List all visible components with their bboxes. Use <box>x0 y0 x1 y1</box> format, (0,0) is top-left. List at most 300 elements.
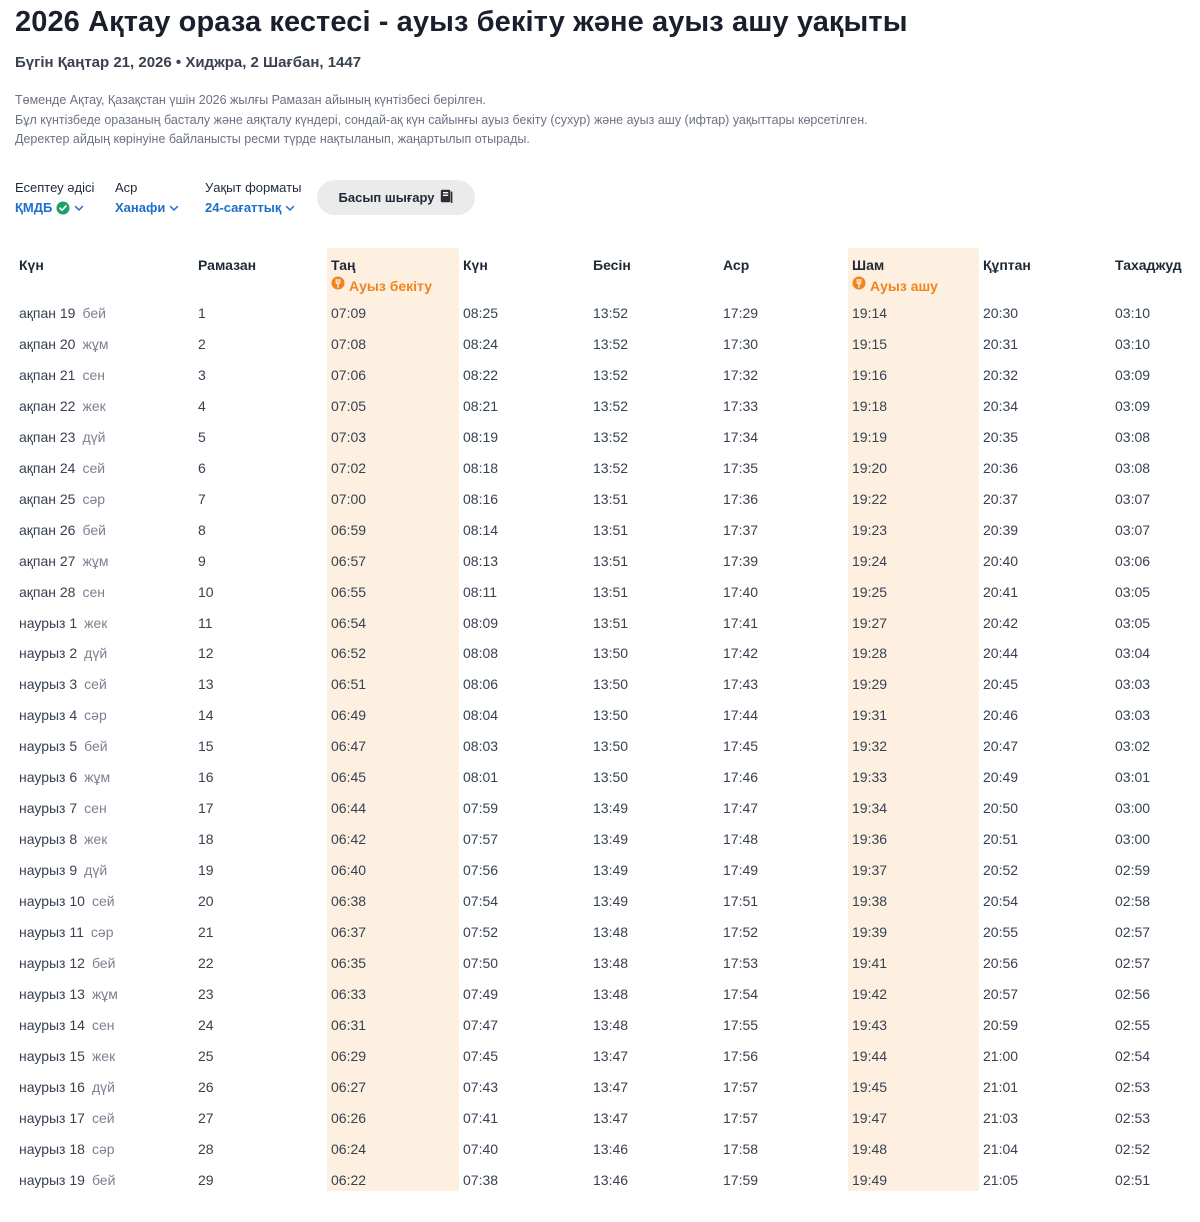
maghrib-time-cell: 19:41 <box>852 955 888 972</box>
asr-time-cell: 17:56 <box>723 1047 759 1064</box>
isha-time-cell: 20:45 <box>983 676 1019 693</box>
maghrib-time-cell: 19:16 <box>852 366 888 383</box>
fajr-time-cell: 06:26 <box>331 1109 367 1126</box>
maghrib-time-cell: 19:43 <box>852 1016 888 1033</box>
sunrise-time-cell: 08:19 <box>463 428 499 445</box>
isha-time-cell: 20:41 <box>983 583 1019 600</box>
ramadan-day-cell: 2 <box>198 335 206 352</box>
weekday-text: сен <box>84 800 107 817</box>
sunrise-time-cell: 07:54 <box>463 893 499 910</box>
fajr-time-cell: 06:59 <box>331 521 367 538</box>
isha-time-cell: 20:47 <box>983 738 1019 755</box>
column-header-isha: Құптан <box>983 257 1031 273</box>
date-text: наурыз 10 <box>19 893 85 910</box>
date-text: наурыз 7 <box>19 800 78 817</box>
date-text: наурыз 1 <box>19 614 78 631</box>
chevron-down-icon <box>169 203 179 213</box>
date-text: наурыз 9 <box>19 862 78 879</box>
sunrise-time-cell: 08:04 <box>463 707 499 724</box>
fajr-time-cell: 06:29 <box>331 1047 367 1064</box>
column-header-ramadan: Рамазан <box>198 257 257 273</box>
tahajjud-time-cell: 02:51 <box>1115 1171 1151 1188</box>
date-text: наурыз 6 <box>19 769 78 786</box>
date-cell <box>0 917 198 948</box>
weekday-text: сен <box>91 1016 115 1033</box>
ramadan-day-cell: 6 <box>198 459 206 476</box>
table-row <box>0 979 1200 1010</box>
tahajjud-time-cell: 03:03 <box>1115 707 1151 724</box>
fajr-time-cell: 06:27 <box>331 1078 367 1095</box>
maghrib-time-cell: 19:34 <box>852 800 888 817</box>
sunrise-time-cell: 08:16 <box>463 490 499 507</box>
sunrise-time-cell: 08:18 <box>463 459 499 476</box>
table-row <box>0 608 1200 639</box>
ramadan-day-cell: 11 <box>198 614 213 631</box>
table-row <box>0 793 1200 824</box>
asr-time-cell: 17:33 <box>723 397 759 414</box>
fajr-time-cell: 06:44 <box>331 800 367 817</box>
asr-time-cell: 17:45 <box>723 738 759 755</box>
date-cell <box>0 793 198 824</box>
isha-time-cell: 20:34 <box>983 397 1019 414</box>
date-cell <box>0 700 198 731</box>
isha-time-cell: 20:54 <box>983 893 1019 910</box>
calculation-method-value: ҚМДБ <box>15 200 53 215</box>
table-row <box>0 669 1200 700</box>
ramadan-day-cell: 4 <box>198 397 206 414</box>
table-row <box>0 700 1200 731</box>
iftar-label: Ауыз ашу <box>852 276 979 295</box>
weekday-text: жұм <box>84 769 111 786</box>
maghrib-time-cell: 19:28 <box>852 645 888 662</box>
weekday-text: бей <box>82 521 106 538</box>
table-row <box>0 422 1200 453</box>
sunrise-time-cell: 08:01 <box>463 769 499 786</box>
sunrise-time-cell: 08:11 <box>463 583 497 600</box>
sunrise-time-cell: 08:21 <box>463 397 499 414</box>
isha-time-cell: 20:56 <box>983 955 1019 972</box>
column-header-fajr: Таң Ауыз бекіту <box>327 248 459 298</box>
dhuhr-time-cell: 13:48 <box>593 955 629 972</box>
asr-time-cell: 17:30 <box>723 335 759 352</box>
column-header-asr: Аср <box>723 257 750 273</box>
isha-time-cell: 20:49 <box>983 769 1019 786</box>
tahajjud-time-cell: 02:57 <box>1115 955 1151 972</box>
tahajjud-time-cell: 03:08 <box>1115 428 1151 445</box>
dhuhr-time-cell: 13:47 <box>593 1078 629 1095</box>
weekday-text: сәр <box>91 1140 115 1157</box>
dhuhr-time-cell: 13:51 <box>593 490 629 507</box>
maghrib-time-cell: 19:48 <box>852 1140 888 1157</box>
maghrib-time-cell: 19:27 <box>852 614 888 631</box>
date-text: ақпан 26 <box>19 521 76 538</box>
date-text: наурыз 14 <box>19 1016 85 1033</box>
ramadan-day-cell: 27 <box>198 1109 214 1126</box>
fork-spoon-icon <box>852 276 866 295</box>
tahajjud-time-cell: 03:07 <box>1115 521 1151 538</box>
table-row <box>0 298 1200 329</box>
fajr-time-cell: 06:57 <box>331 552 367 569</box>
fajr-time-cell: 06:24 <box>331 1140 367 1157</box>
isha-time-cell: 21:04 <box>983 1140 1019 1157</box>
fajr-time-cell: 07:06 <box>331 366 367 383</box>
tahajjud-time-cell: 03:02 <box>1115 738 1151 755</box>
fajr-time-cell: 06:33 <box>331 985 367 1002</box>
date-cell <box>0 948 198 979</box>
weekday-text: сей <box>82 459 106 476</box>
maghrib-time-cell: 19:32 <box>852 738 888 755</box>
current-date: Бүгін Қаңтар 21, 2026 • Хиджра, 2 Шағбан, 1447 <box>15 54 362 71</box>
table-row <box>0 1134 1200 1165</box>
date-cell <box>0 608 198 639</box>
ramadan-day-cell: 10 <box>198 583 214 600</box>
tahajjud-time-cell: 02:58 <box>1115 893 1151 910</box>
isha-time-cell: 20:42 <box>983 614 1019 631</box>
isha-time-cell: 20:52 <box>983 862 1019 879</box>
tahajjud-time-cell: 02:56 <box>1115 985 1151 1002</box>
date-cell <box>0 484 198 515</box>
maghrib-time-cell: 19:22 <box>852 490 888 507</box>
date-cell <box>0 1072 198 1103</box>
tahajjud-time-cell: 03:00 <box>1115 831 1151 848</box>
ramadan-day-cell: 9 <box>198 552 206 569</box>
fajr-time-cell: 06:52 <box>331 645 367 662</box>
asr-time-cell: 17:42 <box>723 645 759 662</box>
table-row <box>0 948 1200 979</box>
ramadan-day-cell: 18 <box>198 831 214 848</box>
weekday-text: бей <box>91 1171 116 1188</box>
fajr-time-cell: 07:02 <box>331 459 367 476</box>
date-cell <box>0 979 198 1010</box>
maghrib-time-cell: 19:23 <box>852 521 888 538</box>
asr-dropdown[interactable] <box>115 200 179 215</box>
table-row <box>0 360 1200 391</box>
table-row <box>0 453 1200 484</box>
asr-time-cell: 17:41 <box>723 614 759 631</box>
tahajjud-time-cell: 02:55 <box>1115 1016 1151 1033</box>
table-row <box>0 391 1200 422</box>
weekday-text: бей <box>84 738 108 755</box>
asr-time-cell: 17:47 <box>723 800 759 817</box>
tahajjud-time-cell: 02:57 <box>1115 924 1151 941</box>
sunrise-time-cell: 08:22 <box>463 366 499 383</box>
table-header <box>0 248 1200 298</box>
ramadan-day-cell: 26 <box>198 1078 214 1095</box>
maghrib-time-cell: 19:29 <box>852 676 888 693</box>
weekday-text: жек <box>84 831 108 848</box>
ramadan-calendar-table <box>0 248 1200 1196</box>
isha-time-cell: 21:03 <box>983 1109 1019 1126</box>
ramadan-day-cell: 22 <box>198 955 214 972</box>
isha-time-cell: 20:36 <box>983 459 1019 476</box>
ramadan-day-cell: 29 <box>198 1171 214 1188</box>
fork-spoon-icon <box>331 276 345 295</box>
asr-time-cell: 17:55 <box>723 1016 759 1033</box>
asr-time-cell: 17:44 <box>723 707 759 724</box>
fajr-time-cell: 06:31 <box>331 1016 367 1033</box>
ramadan-day-cell: 14 <box>198 707 214 724</box>
date-cell <box>0 546 198 577</box>
maghrib-time-cell: 19:25 <box>852 583 888 600</box>
date-text: наурыз 17 <box>19 1109 85 1126</box>
dhuhr-time-cell: 13:49 <box>593 893 629 910</box>
asr-time-cell: 17:29 <box>723 305 759 321</box>
asr-time-cell: 17:57 <box>723 1078 759 1095</box>
table-row <box>0 1165 1200 1196</box>
weekday-text: жек <box>91 1047 116 1064</box>
chevron-down-icon <box>285 203 295 213</box>
table-row <box>0 515 1200 546</box>
sunrise-time-cell: 07:47 <box>463 1016 499 1033</box>
weekday-text: сей <box>84 676 107 693</box>
weekday-text: сей <box>91 1109 115 1126</box>
maghrib-time-cell: 19:42 <box>852 985 888 1002</box>
sunrise-time-cell: 07:45 <box>463 1047 499 1064</box>
weekday-text: сәр <box>82 490 106 507</box>
description-line: Деректер айдың көрінуіне байланысты ресми түрде нақтыланып, жаңартылып отырады. <box>15 132 530 146</box>
date-cell <box>0 298 198 329</box>
isha-time-cell: 20:55 <box>983 924 1019 941</box>
date-cell <box>0 1134 198 1165</box>
tahajjud-time-cell: 03:05 <box>1115 583 1151 600</box>
sunrise-time-cell: 08:06 <box>463 676 499 693</box>
maghrib-time-cell: 19:36 <box>852 831 888 848</box>
sunrise-time-cell: 07:38 <box>463 1171 499 1188</box>
maghrib-time-cell: 19:49 <box>852 1171 888 1188</box>
asr-time-cell: 17:57 <box>723 1109 759 1126</box>
date-text: наурыз 19 <box>19 1171 85 1188</box>
verified-check-icon <box>56 201 70 215</box>
ramadan-day-cell: 7 <box>198 490 206 507</box>
date-cell <box>0 360 198 391</box>
ramadan-day-cell: 15 <box>198 738 214 755</box>
sunrise-time-cell: 08:03 <box>463 738 499 755</box>
date-cell <box>0 824 198 855</box>
ramadan-day-cell: 12 <box>198 645 214 662</box>
maghrib-time-cell: 19:31 <box>852 707 888 724</box>
maghrib-time-cell: 19:33 <box>852 769 888 786</box>
asr-time-cell: 17:32 <box>723 366 759 383</box>
date-text: наурыз 5 <box>19 738 78 755</box>
tahajjud-time-cell: 03:01 <box>1115 769 1151 786</box>
asr-time-cell: 17:48 <box>723 831 759 848</box>
date-cell <box>0 1103 198 1134</box>
ramadan-day-cell: 19 <box>198 862 214 879</box>
asr-time-cell: 17:49 <box>723 862 759 879</box>
fajr-time-cell: 07:00 <box>331 490 367 507</box>
dhuhr-time-cell: 13:50 <box>593 738 629 755</box>
tahajjud-time-cell: 03:08 <box>1115 459 1151 476</box>
maghrib-time-cell: 19:38 <box>852 893 888 910</box>
dhuhr-time-cell: 13:49 <box>593 862 629 879</box>
dhuhr-time-cell: 13:52 <box>593 366 629 383</box>
date-cell <box>0 1041 198 1072</box>
isha-time-cell: 20:50 <box>983 800 1019 817</box>
isha-time-cell: 21:01 <box>983 1078 1019 1095</box>
fajr-time-cell: 06:40 <box>331 862 367 879</box>
table-row <box>0 484 1200 515</box>
date-text: ақпан 20 <box>19 335 76 352</box>
dhuhr-time-cell: 13:46 <box>593 1171 629 1188</box>
ramadan-day-cell: 16 <box>198 769 214 786</box>
asr-time-cell: 17:34 <box>723 428 759 445</box>
time-format-control <box>205 180 301 215</box>
ramadan-day-cell: 3 <box>198 366 206 383</box>
date-text: наурыз 11 <box>19 924 84 941</box>
date-text: ақпан 19 <box>19 305 76 321</box>
maghrib-time-cell: 19:14 <box>852 305 888 321</box>
dhuhr-time-cell: 13:52 <box>593 335 629 352</box>
ramadan-day-cell: 20 <box>198 893 214 910</box>
weekday-text: жұм <box>82 552 109 569</box>
dhuhr-time-cell: 13:51 <box>593 521 629 538</box>
weekday-text: бей <box>91 955 116 972</box>
table-row <box>0 577 1200 608</box>
isha-time-cell: 20:30 <box>983 305 1019 321</box>
sahur-label: Ауыз бекіту <box>331 276 459 295</box>
asr-time-cell: 17:58 <box>723 1140 759 1157</box>
sunrise-time-cell: 07:43 <box>463 1078 499 1095</box>
weekday-text: дүй <box>84 645 108 662</box>
ramadan-day-cell: 28 <box>198 1140 214 1157</box>
dhuhr-time-cell: 13:52 <box>593 305 629 321</box>
date-cell <box>0 886 198 917</box>
date-text: ақпан 28 <box>19 583 76 600</box>
date-cell <box>0 391 198 422</box>
isha-time-cell: 20:44 <box>983 645 1019 662</box>
table-row <box>0 1041 1200 1072</box>
maghrib-time-cell: 19:45 <box>852 1078 888 1095</box>
isha-time-cell: 21:05 <box>983 1171 1019 1188</box>
table-row <box>0 1103 1200 1134</box>
asr-time-cell: 17:35 <box>723 459 759 476</box>
table-row <box>0 917 1200 948</box>
asr-time-cell: 17:37 <box>723 521 759 538</box>
tahajjud-time-cell: 02:53 <box>1115 1078 1151 1095</box>
calculation-method-dropdown[interactable] <box>15 200 94 215</box>
sunrise-time-cell: 08:08 <box>463 645 499 662</box>
weekday-text: дүй <box>82 428 106 445</box>
date-text: ақпан 24 <box>19 459 76 476</box>
sunrise-time-cell: 07:52 <box>463 924 499 941</box>
column-header-date: Күн <box>19 257 44 273</box>
weekday-text: бей <box>82 305 106 321</box>
dhuhr-time-cell: 13:51 <box>593 583 629 600</box>
tahajjud-time-cell: 03:07 <box>1115 490 1151 507</box>
column-header-maghrib: Шам Ауыз ашу <box>848 248 979 298</box>
fajr-time-cell: 06:45 <box>331 769 367 786</box>
tahajjud-time-cell: 02:53 <box>1115 1109 1151 1126</box>
ramadan-day-cell: 5 <box>198 428 206 445</box>
time-format-dropdown[interactable] <box>205 200 301 215</box>
asr-time-cell: 17:51 <box>723 893 759 910</box>
dhuhr-time-cell: 13:48 <box>593 985 629 1002</box>
table-row <box>0 886 1200 917</box>
table-row <box>0 731 1200 762</box>
sunrise-time-cell: 07:41 <box>463 1109 499 1126</box>
weekday-text: жек <box>82 397 106 414</box>
date-text: наурыз 18 <box>19 1140 85 1157</box>
date-text: наурыз 3 <box>19 676 78 693</box>
weekday-text: дүй <box>91 1078 115 1095</box>
fajr-time-cell: 07:09 <box>331 305 367 321</box>
dhuhr-time-cell: 13:51 <box>593 614 629 631</box>
date-cell <box>0 731 198 762</box>
dhuhr-time-cell: 13:52 <box>593 428 629 445</box>
date-cell <box>0 329 198 360</box>
isha-time-cell: 21:00 <box>983 1047 1019 1064</box>
table-row <box>0 329 1200 360</box>
maghrib-time-cell: 19:39 <box>852 924 888 941</box>
sunrise-time-cell: 07:56 <box>463 862 499 879</box>
tahajjud-time-cell: 02:59 <box>1115 862 1151 879</box>
table-row <box>0 824 1200 855</box>
table-row <box>0 762 1200 793</box>
calculation-method-label: Есептеу әдісі <box>15 180 95 195</box>
print-button[interactable] <box>317 180 475 215</box>
date-cell <box>0 515 198 546</box>
dhuhr-time-cell: 13:50 <box>593 707 629 724</box>
weekday-text: сәр <box>84 707 107 724</box>
fajr-time-cell: 06:54 <box>331 614 367 631</box>
asr-label: Аср <box>115 180 138 195</box>
weekday-text: сәр <box>90 924 114 941</box>
table-row <box>0 1072 1200 1103</box>
asr-time-cell: 17:54 <box>723 985 759 1002</box>
fajr-time-cell: 06:22 <box>331 1171 367 1188</box>
date-text: наурыз 2 <box>19 645 78 662</box>
weekday-text: сей <box>91 893 115 910</box>
column-header-dhuhr: Бесін <box>593 257 631 273</box>
isha-time-cell: 20:57 <box>983 985 1019 1002</box>
sunrise-time-cell: 07:59 <box>463 800 499 817</box>
table-row <box>0 546 1200 577</box>
tahajjud-time-cell: 03:10 <box>1115 335 1151 352</box>
tahajjud-time-cell: 03:03 <box>1115 676 1151 693</box>
weekday-text: жұм <box>91 985 118 1002</box>
maghrib-time-cell: 19:37 <box>852 862 888 879</box>
sunrise-time-cell: 07:57 <box>463 831 499 848</box>
date-cell <box>0 669 198 700</box>
chevron-down-icon <box>74 203 84 213</box>
tahajjud-time-cell: 03:00 <box>1115 800 1151 817</box>
page-description <box>15 91 868 150</box>
isha-time-cell: 20:37 <box>983 490 1019 507</box>
dhuhr-time-cell: 13:52 <box>593 459 629 476</box>
asr-time-cell: 17:36 <box>723 490 759 507</box>
ramadan-day-cell: 21 <box>198 924 214 941</box>
ramadan-day-cell: 1 <box>198 305 206 321</box>
fajr-time-cell: 06:35 <box>331 955 367 972</box>
weekday-text: сен <box>82 583 106 600</box>
tahajjud-time-cell: 03:06 <box>1115 552 1151 569</box>
sunrise-time-cell: 08:25 <box>463 305 499 321</box>
ramadan-day-cell: 23 <box>198 985 214 1002</box>
isha-time-cell: 20:39 <box>983 521 1019 538</box>
sunrise-time-cell: 07:49 <box>463 985 499 1002</box>
fajr-time-cell: 07:03 <box>331 428 367 445</box>
date-text: наурыз 16 <box>19 1078 85 1095</box>
dhuhr-time-cell: 13:49 <box>593 800 629 817</box>
date-text: ақпан 21 <box>19 366 76 383</box>
fajr-time-cell: 06:38 <box>331 893 367 910</box>
table-row <box>0 638 1200 669</box>
sunrise-time-cell: 07:50 <box>463 955 499 972</box>
date-text: ақпан 22 <box>19 397 76 414</box>
dhuhr-time-cell: 13:47 <box>593 1047 629 1064</box>
date-text: наурыз 8 <box>19 831 78 848</box>
weekday-text: сен <box>82 366 106 383</box>
